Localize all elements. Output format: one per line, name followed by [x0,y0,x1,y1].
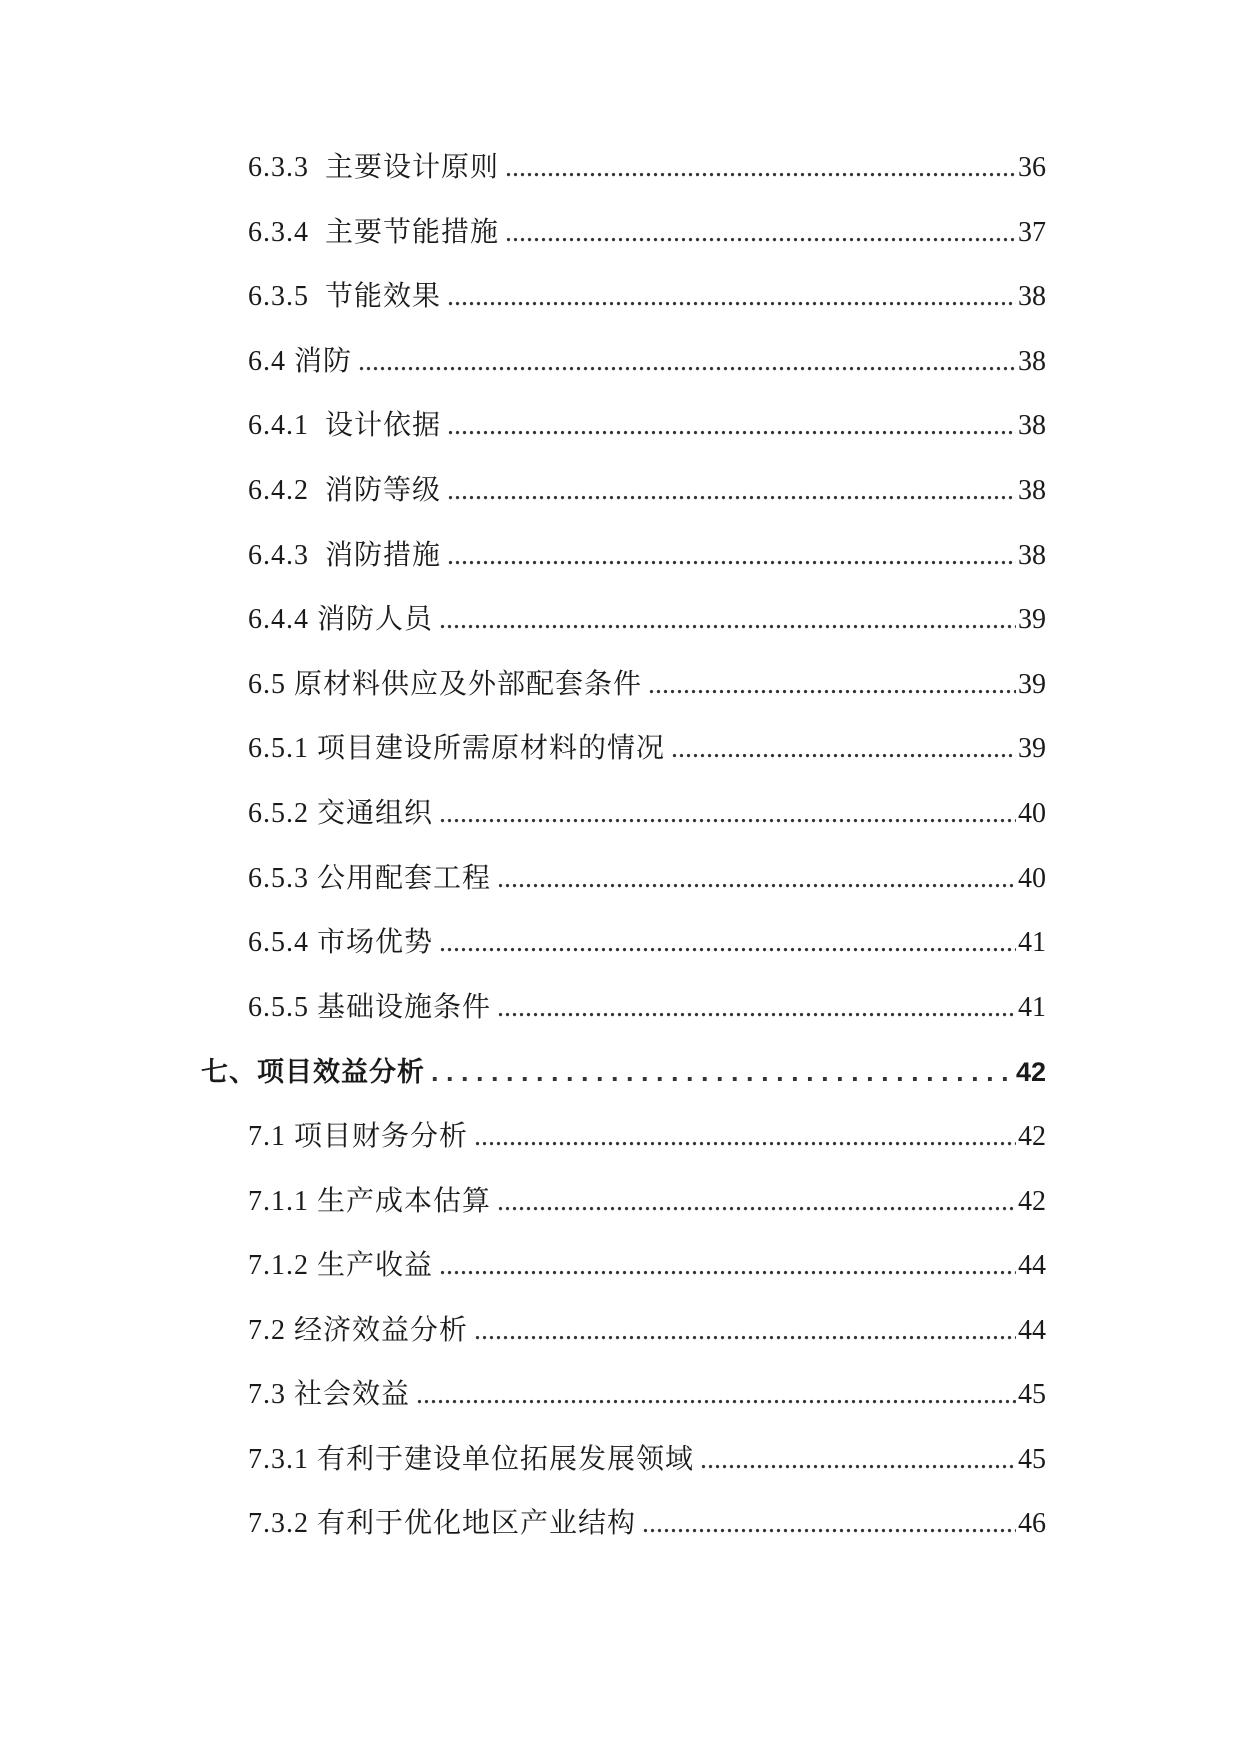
toc-page-number: 46 [1018,1508,1046,1540]
toc-entry-number: 6.4.3 [248,539,309,571]
toc-page-number: 40 [1018,797,1046,829]
toc-dot-leader [505,216,1016,250]
toc-entry-number: 7.1 [248,1120,286,1152]
toc-entry-number: 6.3.4 [248,216,309,248]
toc-entry-number: 7.2 [248,1314,286,1346]
toc-dot-leader [700,1443,1016,1477]
toc-dot-leader [474,1314,1016,1348]
toc-dot-leader [431,1055,1014,1089]
toc-entry-line [248,668,1046,702]
toc-entry-number: 七、 [201,1057,257,1088]
toc-page-number: 38 [1018,345,1046,377]
toc-entry[interactable] [0,1185,1241,1250]
toc-dot-leader [642,1507,1016,1541]
toc-entry-gap [286,1120,294,1154]
toc-page-number: 37 [1018,216,1046,248]
toc-entry-gap [309,539,325,573]
toc-entry-number: 6.4 [248,345,286,377]
toc-page-number: 41 [1018,991,1046,1023]
toc-entry-line [248,345,1046,379]
toc-entry-number: 6.3.3 [248,152,309,183]
toc-entry-number: 7.3.2 [248,1508,309,1540]
toc-entry-number: 7.3.1 [248,1443,309,1475]
table-of-contents [0,151,1241,1572]
toc-entry-gap [309,151,325,185]
toc-entry-line [248,732,1046,766]
toc-entry-number: 6.5.1 [248,733,309,765]
toc-entry[interactable] [0,474,1241,539]
toc-entry-line [248,280,1046,314]
toc-page-number: 45 [1018,1379,1046,1411]
toc-dot-leader [671,732,1016,766]
toc-entry-gap [309,1443,317,1477]
toc-entry[interactable] [0,732,1241,797]
toc-entry-gap [309,1249,317,1283]
toc-entry-number: 7.1.2 [248,1250,309,1282]
toc-dot-leader [505,151,1016,185]
toc-entry-title: 交通组织 [317,797,434,829]
toc-entry-gap [286,1378,294,1412]
toc-page-number: 44 [1018,1314,1046,1346]
toc-entry[interactable] [0,345,1241,410]
toc-entry-title: 生产收益 [317,1250,434,1282]
toc-page-number: 38 [1018,539,1046,571]
toc-entry-title: 经济效益分析 [294,1314,469,1346]
toc-entry-number: 6.4.4 [248,604,309,636]
toc-entry-title: 有利于建设单位拓展发展领域 [317,1443,695,1475]
toc-entry-gap [309,216,325,250]
toc-entry[interactable] [0,926,1241,991]
toc-page-number: 42 [1018,1120,1046,1152]
toc-entry[interactable] [0,1443,1241,1508]
toc-dot-leader [447,474,1016,508]
toc-entry-gap [309,280,325,314]
toc-entry-line [248,1185,1046,1219]
toc-entry-title: 有利于优化地区产业结构 [317,1508,637,1540]
toc-entry-title: 消防等级 [325,474,442,506]
toc-entry-title: 基础设施条件 [317,991,492,1023]
toc-entry[interactable] [0,1120,1241,1185]
toc-entry-gap [309,1507,317,1541]
toc-entry-number: 6.4.2 [248,474,309,506]
toc-dot-leader [439,797,1016,831]
toc-entry-line [248,1443,1046,1477]
toc-dot-leader [497,1185,1016,1219]
toc-page-number: 39 [1018,604,1046,636]
toc-entry-number: 6.4.1 [248,410,309,442]
toc-entry[interactable] [0,1507,1241,1572]
toc-page-number: 45 [1018,1443,1046,1475]
toc-entry[interactable] [0,1314,1241,1379]
toc-entry-line [248,1378,1046,1412]
toc-chapter-entry[interactable] [0,1055,1241,1120]
toc-page-number: 44 [1018,1250,1046,1282]
toc-entry-title: 设计依据 [325,410,442,442]
toc-page-number: 40 [1018,862,1046,894]
toc-page-number: 41 [1018,927,1046,959]
toc-entry-title: 主要节能措施 [325,216,500,248]
toc-entry-title: 市场优势 [317,927,434,959]
toc-entry-title: 消防措施 [325,539,442,571]
toc-entry[interactable] [0,1378,1241,1443]
toc-dot-leader [439,1249,1016,1283]
toc-dot-leader [447,409,1016,443]
toc-entry-number: 6.5.2 [248,797,309,829]
toc-entry-title: 节能效果 [325,281,442,313]
toc-entry[interactable] [0,991,1241,1056]
toc-entry-title: 公用配套工程 [317,862,492,894]
toc-page-number: 38 [1018,410,1046,442]
toc-entry-gap [309,926,317,960]
toc-entry-line [248,1120,1046,1154]
toc-entry-number: 6.5 [248,668,286,700]
toc-entry[interactable] [0,409,1241,474]
toc-entry-number: 6.3.5 [248,281,309,313]
toc-entry-number: 6.5.4 [248,927,309,959]
toc-dot-leader [416,1378,1016,1412]
toc-page-number: 42 [1018,1185,1046,1217]
toc-entry-line [248,991,1046,1025]
toc-entry-line [248,216,1046,250]
toc-entry[interactable] [0,280,1241,345]
toc-entry-title: 项目效益分析 [257,1057,425,1088]
toc-entry-gap [286,345,294,379]
toc-entry-line [248,539,1046,573]
toc-dot-leader [447,280,1016,314]
toc-entry[interactable] [0,862,1241,927]
toc-page-number: 38 [1018,281,1046,313]
toc-entry-number: 7.1.1 [248,1185,309,1217]
toc-entry-line [248,1249,1046,1283]
toc-entry-line [248,474,1046,508]
toc-dot-leader [497,991,1016,1025]
toc-page-number: 39 [1018,668,1046,700]
toc-entry-line [248,151,1046,185]
toc-page-number: 39 [1018,733,1046,765]
toc-entry-title: 主要设计原则 [325,152,500,183]
toc-entry-gap [309,797,317,831]
toc-dot-leader [439,926,1016,960]
toc-entry-line [248,926,1046,960]
toc-dot-leader [474,1120,1016,1154]
toc-entry-gap [309,1185,317,1219]
toc-entry-title: 项目建设所需原材料的情况 [317,733,666,765]
toc-entry-gap [309,862,317,896]
toc-entry[interactable] [0,216,1241,281]
toc-entry-line [248,603,1046,637]
toc-entry-line [248,1507,1046,1541]
toc-page-number: 38 [1018,474,1046,506]
toc-entry[interactable] [0,603,1241,668]
toc-entry-line [248,797,1046,831]
toc-entry-gap [309,474,325,508]
toc-dot-leader [648,668,1016,702]
toc-page-number: 36 [1018,152,1046,183]
toc-entry[interactable] [0,539,1241,604]
toc-entry[interactable] [0,668,1241,733]
toc-entry-line [248,1314,1046,1348]
toc-entry-number: 6.5.5 [248,991,309,1023]
toc-entry[interactable] [0,1249,1241,1314]
toc-entry-line [248,409,1046,443]
toc-entry-number: 6.5.3 [248,862,309,894]
toc-page-number: 42 [1015,1057,1046,1088]
toc-entry-title: 消防人员 [317,604,434,636]
toc-entry-gap [309,732,317,766]
toc-dot-leader [358,345,1016,379]
toc-dot-leader [447,539,1016,573]
toc-entry-title: 项目财务分析 [294,1120,469,1152]
toc-entry-number: 7.3 [248,1379,286,1411]
toc-entry-gap [309,991,317,1025]
toc-entry-gap [286,668,294,702]
toc-entry-title: 社会效益 [294,1379,411,1411]
toc-dot-leader [497,862,1016,896]
toc-entry-gap [309,603,317,637]
toc-entry-title: 消防 [294,345,353,377]
toc-entry[interactable] [0,797,1241,862]
toc-entry-gap [286,1314,294,1348]
toc-entry-title: 原材料供应及外部配套条件 [294,668,643,700]
toc-entry-line [201,1055,1046,1089]
toc-entry-title: 生产成本估算 [317,1185,492,1217]
toc-entry-gap [309,409,325,443]
toc-dot-leader [439,603,1016,637]
toc-entry[interactable] [0,151,1241,216]
toc-entry-line [248,862,1046,896]
